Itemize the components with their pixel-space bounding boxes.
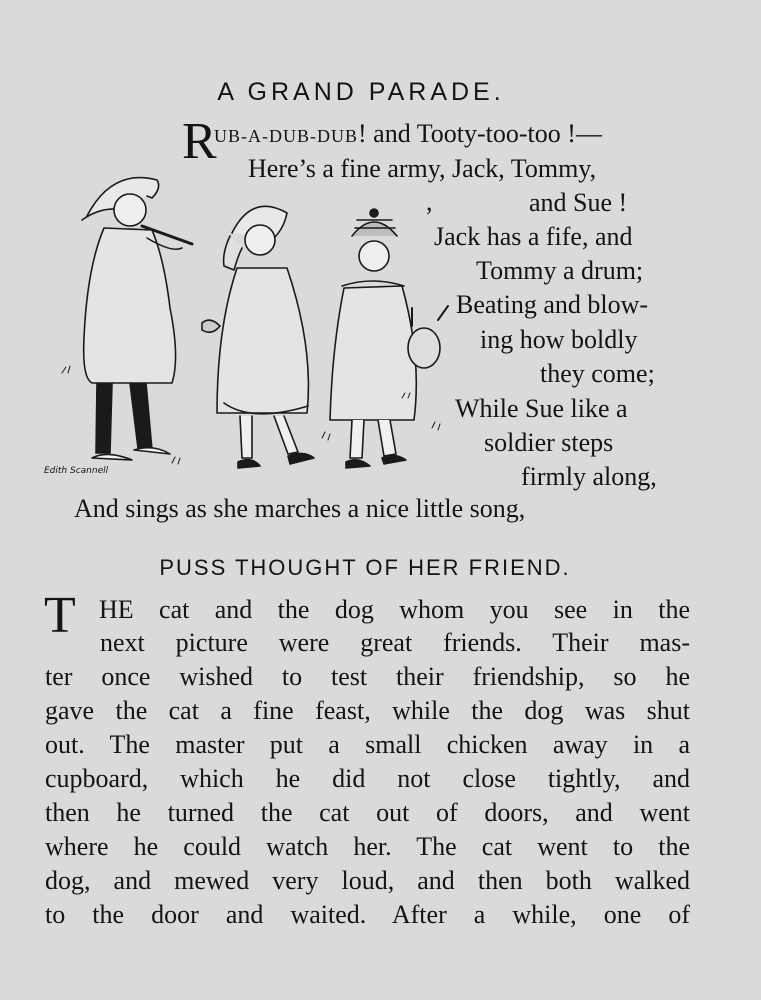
poem-line-5: Tommy a drum; (476, 256, 644, 285)
poem-line-2: Here’s a fine army, Jack, Tommy, (248, 154, 597, 183)
children-parade-illustration (52, 158, 462, 488)
drop-cap-r: R (182, 113, 217, 170)
poem-line-1-smallcaps: UB-A-DUB-DUB (214, 126, 358, 146)
poem-line-1 (214, 121, 602, 147)
article-title-puss-thought: PUSS THOUGHT OF HER FRIEND. (159, 555, 571, 580)
prose-line-4: gave the cat a fine feast, while the dog was shut (45, 696, 690, 725)
article-title-grand-parade: A GRAND PARADE. (217, 78, 505, 106)
poem-line-10: soldier steps (484, 428, 614, 457)
prose-line-2: next picture were great friends. Their mas- (100, 628, 690, 657)
prose-line-5: out. The master put a small chicken away in a (45, 730, 690, 759)
poem-line-4: Jack has a fife, and (434, 222, 633, 251)
poem-line-8: they come; (540, 359, 655, 388)
poem-line-12: And sings as she marches a nice little song, (74, 494, 526, 523)
sue-figure (202, 206, 314, 468)
prose-line-9: dog, and mewed very loud, and then both walked (45, 866, 690, 895)
illustrator-signature: Edith Scannell (44, 466, 109, 476)
jack-figure (82, 178, 192, 460)
prose-line-10: to the door and waited. After a while, one of (45, 900, 690, 929)
prose-line-3: ter once wished to test their friendship, so he (45, 662, 690, 691)
poem-line-1-rest: ! and Tooty-too-too !— (358, 119, 602, 148)
prose-line-6: cupboard, which he did not close tightly, and (45, 764, 690, 793)
prose-line-1: HE cat and the dog whom you see in the (99, 595, 690, 624)
tommy-figure (330, 209, 448, 468)
drop-cap-t: T (44, 587, 76, 644)
poem-line-6: Beating and blow- (456, 290, 649, 319)
poem-line-3: and Sue ! (529, 188, 628, 217)
poem-line-11: firmly along, (521, 462, 657, 491)
prose-line-7: then he turned the cat out of doors, and went (45, 798, 690, 827)
poem-line-9: While Sue like a (455, 394, 628, 423)
prose-line-8: where he could watch her. The cat went to the (45, 832, 690, 861)
poem-line-comma: , (426, 187, 433, 216)
poem-line-7: ing how boldly (480, 325, 638, 354)
